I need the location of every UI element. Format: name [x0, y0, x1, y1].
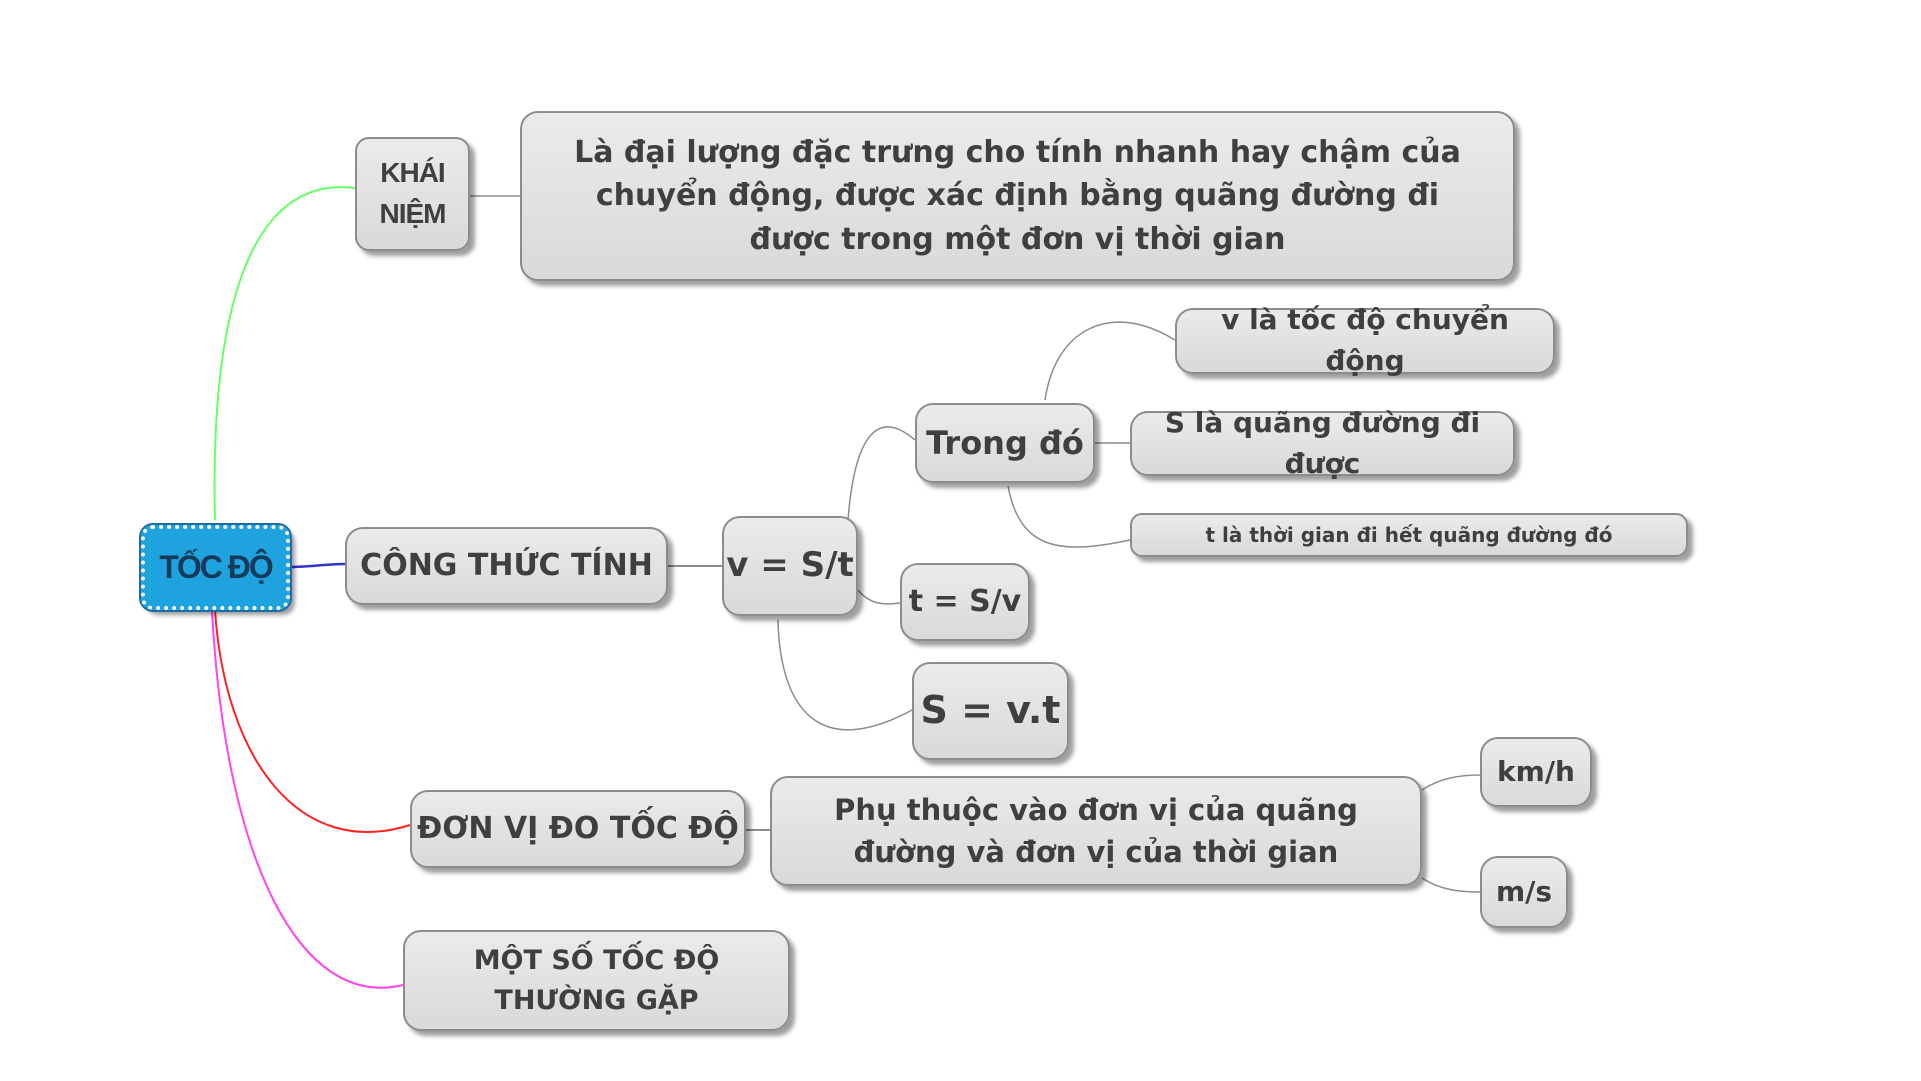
khai-niem-node[interactable] [355, 137, 470, 251]
mot-so-node[interactable] [403, 930, 790, 1031]
trong-do-item-3-text: t là thời gian đi hết quãng đường đó [1205, 522, 1613, 547]
trong-do-item-2-text: S là quãng đường đi được [1164, 405, 1481, 480]
unit-m-s-text: m/s [1495, 874, 1553, 908]
derived-formula-2[interactable] [912, 662, 1069, 760]
don-vi-label: ĐƠN VỊ ĐO TỐC ĐỘ [417, 811, 739, 847]
derived-formula-2-text: S = v.t [920, 688, 1061, 733]
link-trong-do-item-3 [1008, 486, 1130, 547]
don-vi-node[interactable] [410, 790, 746, 868]
mot-so-label: MỘT SỐ TỐC ĐỘ THƯỜNG GẶP [473, 945, 720, 1016]
unit-km-h[interactable] [1480, 737, 1592, 807]
definition-node[interactable] [520, 111, 1515, 281]
don-vi-description-node[interactable] [770, 776, 1422, 886]
cong-thuc-node[interactable] [345, 527, 668, 605]
trong-do-item-1-text: v là tốc độ chuyển động [1221, 303, 1509, 377]
link-formula-derived-1 [858, 590, 900, 604]
trong-do-item-1[interactable] [1175, 303, 1555, 377]
khai-niem-label: KHÁI NIỆM [379, 157, 446, 229]
branch-line-cong-thuc [290, 564, 345, 567]
root-label: TỐC ĐỘ [159, 549, 272, 586]
trong-do-item-2[interactable] [1130, 405, 1515, 480]
link-formula-derived-2 [778, 620, 912, 730]
root-node[interactable] [141, 525, 290, 610]
trong-do-item-3[interactable] [1130, 513, 1688, 557]
derived-formula-1-text: t = S/v [908, 584, 1022, 620]
trong-do-label: Trong đó [926, 423, 1084, 462]
branch-line-don-vi [215, 610, 410, 832]
don-vi-description-text: Phụ thuộc vào đơn vị của quãng đường và đơn vị của thời gian [834, 792, 1358, 869]
branch-line-mot-so [212, 610, 403, 988]
unit-m-s[interactable] [1480, 856, 1568, 928]
link-formula-trong-do [848, 427, 915, 520]
branch-line-khai-niem [215, 187, 355, 520]
link-trong-do-item-1 [1045, 322, 1175, 400]
formula-text: v = S/t [726, 545, 854, 586]
link-description-unit-1 [1422, 775, 1480, 790]
definition-text: Là đại lượng đặc trưng cho tính nhanh hay chậm của chuyển động, được xác định bằng quãng đường đi được trong một đơn vị thời gian [574, 134, 1461, 257]
unit-km-h-text: km/h [1497, 754, 1575, 788]
link-description-unit-2 [1422, 878, 1480, 892]
cong-thuc-label: CÔNG THỨC TÍNH [360, 548, 653, 584]
trong-do-node[interactable] [915, 403, 1095, 483]
derived-formula-1[interactable] [900, 563, 1030, 641]
formula-node[interactable] [722, 516, 858, 616]
